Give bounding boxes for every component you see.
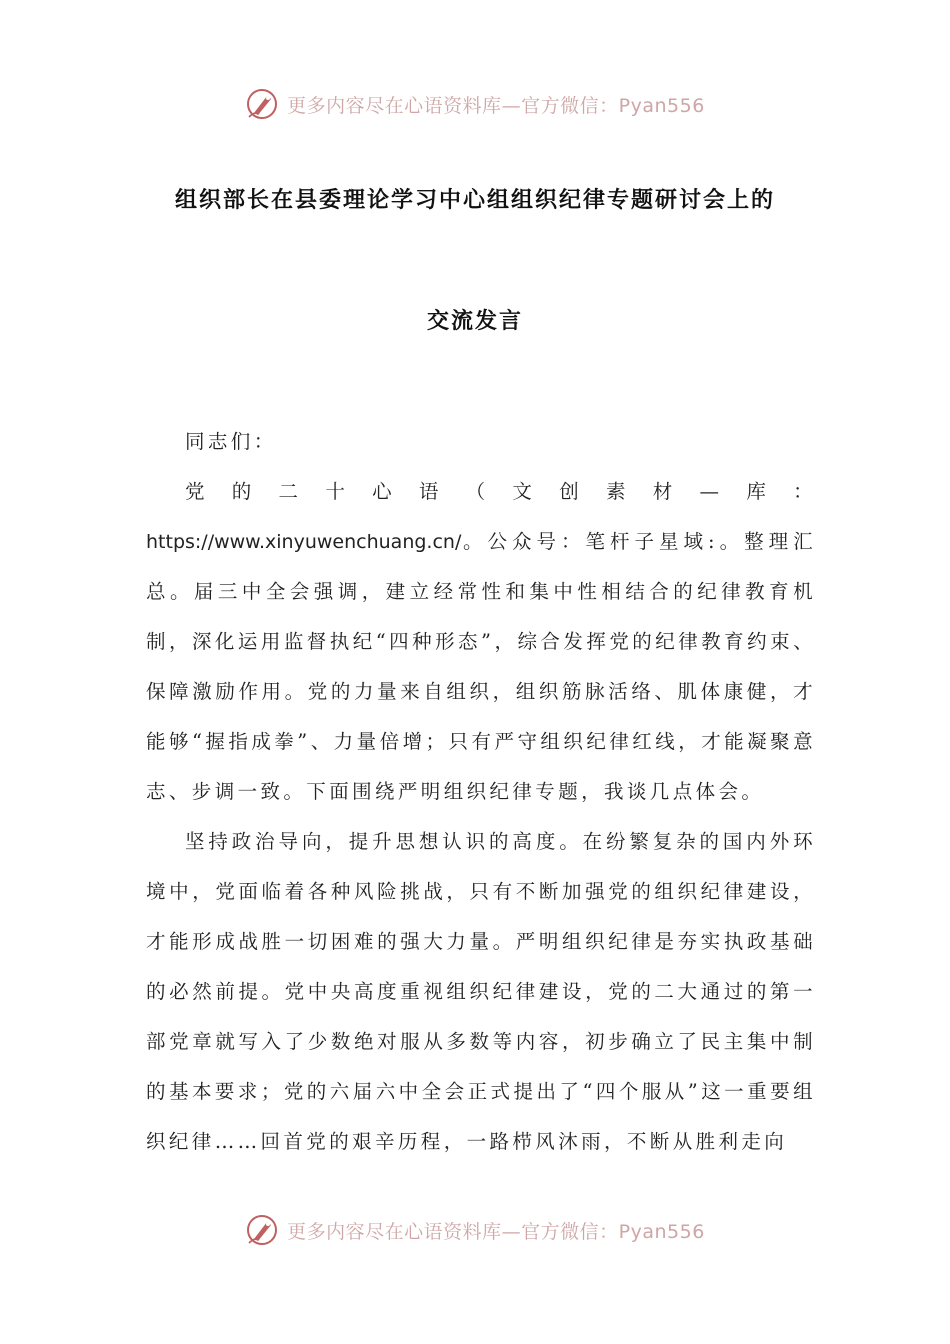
paragraph-1-rest: 。公众号：笔杆子星域:。整理汇总。届三中全会强调，建立经常性和集中性相结合的纪律教育机制，深化运用监督执纪“四种形态”，综合发挥党的纪律教育约束、保障激励作用。党的力量来自组织，组织筋脉活络、肌体康健，才能够“握指成拳”、力量倍增；只有严守组织纪律红线，才能凝聚意志、步调一致。下面围绕严明组织纪律专题，我谈几点体会。 — [146, 530, 816, 803]
pen-nib-logo-icon — [245, 1213, 279, 1247]
salutation: 同志们： — [185, 430, 277, 453]
paragraph-1-lead: 党的二十心语（文创素材—库： — [185, 480, 816, 503]
paragraph-1 — [146, 467, 816, 817]
page-title-line-1: 组织部长在县委理论学习中心组组织纪律专题研讨会上的 — [174, 188, 775, 213]
banner-text — [287, 91, 705, 118]
page-title-line-2: 交流发言 — [426, 309, 523, 334]
banner-label: 更多内容尽在心语资料库—官方微信： — [287, 1220, 619, 1243]
document-body — [146, 417, 816, 1167]
header-banner — [0, 84, 950, 124]
banner-wechat-id: Pyan556 — [618, 94, 705, 117]
banner-text — [287, 1217, 705, 1244]
footer-banner — [0, 1210, 950, 1250]
source-url-link[interactable]: https://www.xinyuwenchuang.cn/ — [146, 531, 462, 553]
paragraph-2: 坚持政治导向，提升思想认识的高度。在纷繁复杂的国内外环境中，党面临着各种风险挑战，只有不断加强党的组织纪律建设，才能形成战胜一切困难的强大力量。严明组织纪律是夯实执政基础的必然前提。党中央高度重视组织纪律建设，党的二大通过的第一部党章就写入了少数绝对服从多数等内容，初步确立了民主集中制的基本要求；党的六届六中全会正式提出了“四个服从”这一重要组织纪律……回首党的艰辛历程，一路栉风沐雨，不断从胜利走向 — [146, 830, 816, 1153]
pen-nib-logo-icon — [245, 87, 279, 121]
banner-label: 更多内容尽在心语资料库—官方微信： — [287, 94, 619, 117]
banner-wechat-id: Pyan556 — [618, 1220, 705, 1243]
